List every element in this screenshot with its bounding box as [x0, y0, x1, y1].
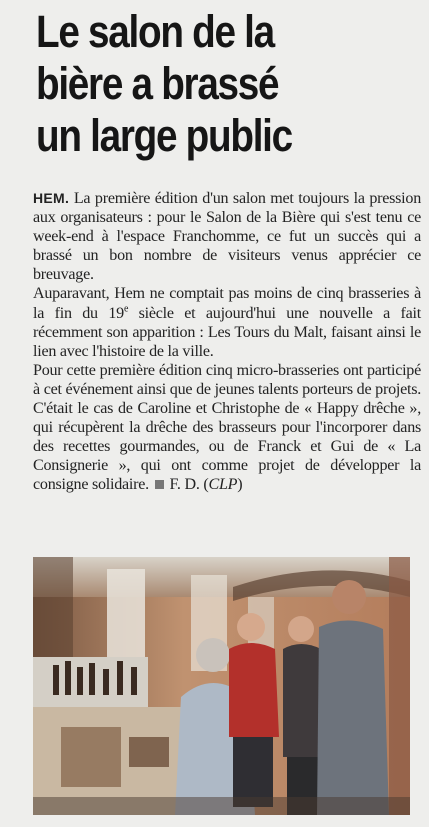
- century-superscript: e: [123, 303, 129, 315]
- headline-line-2: bière a brassé: [36, 58, 279, 109]
- end-square-icon: [155, 480, 164, 489]
- article-body: [33, 189, 421, 495]
- paragraph-1: [33, 189, 421, 284]
- paragraph-3: [33, 361, 421, 495]
- small-crate: [129, 737, 169, 767]
- article-photo: [33, 557, 410, 815]
- right-brick-pillar: [389, 557, 410, 815]
- signature: [169, 476, 242, 493]
- paragraph-2-text-a: Auparavant, Hem ne comptait pas moins de cinq brasseries à la fin du 19: [33, 285, 421, 322]
- signature-source: CLP: [208, 476, 238, 494]
- dateline: HEM.: [33, 190, 70, 206]
- floor: [33, 797, 410, 815]
- headline: [36, 6, 371, 162]
- photo-illustration: [33, 557, 410, 815]
- paragraph-2: [33, 284, 421, 360]
- beer-crates: [61, 727, 121, 787]
- headline-line-3: un large public: [36, 110, 292, 161]
- signature-close: ): [237, 476, 243, 494]
- signature-author: F. D. (: [169, 476, 209, 494]
- paragraph-1-text: La première édition d'un salon met toujours la pression aux organisateurs : pour le Salon de la Bière qui s'est tenu ce week-end à l'espace Franchomme, ce fut un succès qui a brassé un bon nombre de visiteurs venus apprécier ce breuvage.: [33, 190, 421, 284]
- headline-line-1: Le salon de la: [36, 6, 274, 57]
- paragraph-3-text: Pour cette première édition cinq micro-brasseries ont participé à cet événement ainsi que de jeunes talents porteurs de projets. C'était le cas de Caroline et Christophe de « Happy drêche », qui récupèrent la drêche des brasseurs pour l'incorporer dans des recettes gourmandes, ou de Franck et Gui de « La Consignerie », qui ont comme projet de développer la consigne solidaire.: [33, 361, 421, 494]
- paragraph-2-text-b: siècle et aujourd'hui une nouvelle a fait récemment son apparition : Les Tours du Malt, faisant ainsi le lien avec l'histoire de la ville.: [33, 304, 421, 360]
